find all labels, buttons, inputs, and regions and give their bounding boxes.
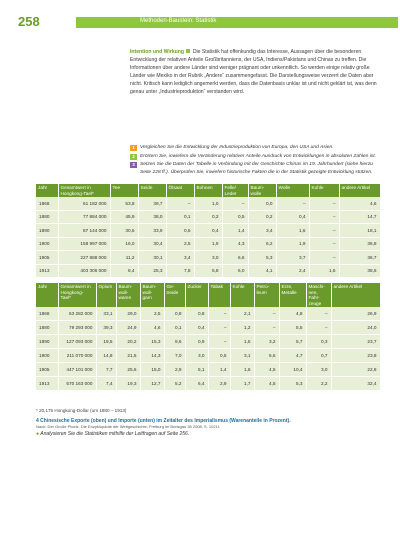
column-header: Ge-treide [164, 283, 185, 307]
table-cell: – [166, 197, 194, 210]
table-cell: 39,3 [96, 321, 116, 335]
caption-title: Chinesische Exporte (oben) und Importe (unten) im Zeitalter des Imperialismus (Warenanteile in Prozent). [40, 418, 291, 424]
table-cell: 1,4 [222, 224, 248, 238]
table-cell: 7,8 [166, 264, 194, 278]
task-item [130, 153, 380, 161]
column-header: Gesamtwert in Hongkong-Tael* [58, 184, 110, 197]
table-cell: 6,2 [248, 237, 276, 251]
table-cell: 1868 [36, 197, 58, 210]
table-cell: 24,0 [331, 321, 380, 335]
table-cell: 0,1 [166, 210, 194, 224]
table-cell: 5,3 [279, 377, 306, 391]
table-cell: 15,3 [140, 335, 164, 349]
table-cell: 32,4 [331, 377, 380, 391]
table-cell: 0,8 [185, 307, 208, 321]
table-cell: 8,4 [110, 264, 138, 278]
column-header: Gesamtwert in Hongkong-Tael* [58, 283, 96, 307]
table-cell: 4,1 [248, 264, 276, 278]
table-cell: 23,8 [331, 349, 380, 363]
table-cell: – [306, 321, 331, 335]
task-number-badge: 2 [130, 154, 137, 160]
caption-source: Nach: Der Große Ploetz. Die Enzyklopädie der Weltgeschichte, Freiburg im Breisgau 35 2008, S. 1021f. [36, 424, 221, 430]
table-cell: 1905 [36, 363, 58, 377]
table-cell: 0,0 [248, 197, 276, 210]
table-cell: – [276, 197, 309, 210]
column-header: Wolle [276, 184, 309, 197]
table-cell: 61 182 000 [58, 197, 110, 210]
table-cell: 211 070 000 [58, 349, 96, 363]
table-header-row [36, 184, 380, 197]
table-cell: 1,6 [230, 335, 254, 349]
table-cell: 63 282 000 [58, 307, 96, 321]
table-cell: 0,5 [222, 210, 248, 224]
table-cell: – [208, 307, 230, 321]
task-list [130, 144, 380, 177]
table-row [36, 363, 380, 377]
table-cell: 3,4 [166, 251, 194, 265]
task-item [130, 161, 380, 176]
table-cell: 36,7 [339, 251, 380, 265]
task-number-badge: 3 [130, 162, 137, 168]
table-row [36, 237, 380, 251]
table-cell: 0,2 [248, 210, 276, 224]
table-cell: – [208, 335, 230, 349]
column-header: Ölsaat [166, 184, 194, 197]
table-cell: 38,6 [339, 264, 380, 278]
table-cell: 2,9 [164, 363, 185, 377]
table-cell: 2,4 [276, 264, 309, 278]
table-cell: 0,7 [306, 349, 331, 363]
table-footnote: * 20,175 Hongkong-Dollar (um 1880 – 1913) [36, 408, 127, 413]
column-header: Jahr [36, 283, 58, 307]
table-row [36, 377, 380, 391]
table-cell: 14,3 [140, 349, 164, 363]
table-cell: 0,8 [164, 307, 185, 321]
table-cell: 39,7 [138, 197, 166, 210]
table-cell: 36,8 [339, 237, 380, 251]
table-cell: 33,9 [138, 224, 166, 238]
table-cell: 1868 [36, 307, 58, 321]
table-cell: 1900 [36, 349, 58, 363]
table-cell: 53,8 [110, 197, 138, 210]
column-header: Maschi-nen, Fahr-zeuge [306, 283, 331, 307]
table-cell: 16,0 [110, 237, 138, 251]
table-row [36, 197, 380, 210]
table-row [36, 307, 380, 321]
intro-text: Die Statistik hat offenkundig das Interesse, Aussagen über die besonderen Entwicklung der relativen Anteile Großbritanniens, der USA, Indiens/Pakistans und Chinas zu treffen. Die Informationen über andere Länder sind weniger prägnant oder unkenntlich. So werden einige relativ große Länder wie Mexiko in der Rubrik „Andere“ zusammengefasst. Die Darstellungsweise verzerrt die Daten aber nicht. Kritisch kann lediglich angemerkt werden, dass die Datenbasis unklar ist und nicht geklärt ist, was denn genau unter „Industrieproduktion“ verstanden wird. [130, 49, 377, 96]
table-cell: 4,5 [254, 377, 279, 391]
table-cell: 4,7 [279, 349, 306, 363]
table-cell: 158 997 000 [58, 237, 110, 251]
table-cell: 7,0 [164, 349, 185, 363]
table-cell: 2,5 [166, 237, 194, 251]
table-cell: 79 293 000 [58, 321, 96, 335]
column-header: Baum-woll-garn [140, 283, 164, 307]
table-cell: 1,2 [230, 321, 254, 335]
table-cell: 6,6 [222, 251, 248, 265]
table-cell: 45,9 [110, 210, 138, 224]
table-cell: 19,3 [116, 377, 140, 391]
table-cell: – [309, 197, 339, 210]
column-header: Tabak [208, 283, 230, 307]
table-cell: 1,0 [194, 197, 222, 210]
table-cell: 4,5 [254, 363, 279, 377]
header-bar [76, 17, 398, 28]
column-header: Erze, Metalle [279, 283, 306, 307]
table-cell: 0,4 [194, 224, 222, 238]
table-cell: 29,0 [116, 307, 140, 321]
table-cell: 30,1 [138, 251, 166, 265]
table-cell: 403 306 000 [58, 264, 110, 278]
table-cell: 11,2 [110, 251, 138, 265]
table-cell: 30,4 [138, 237, 166, 251]
table-cell: 0,2 [194, 210, 222, 224]
column-header: andere Artikel [339, 184, 380, 197]
table-cell: 3,1 [230, 349, 254, 363]
table-cell: 3,0 [194, 251, 222, 265]
table-cell: 3,0 [306, 363, 331, 377]
table-cell: 6,0 [222, 264, 248, 278]
table-cell: 1900 [36, 237, 58, 251]
column-header: Felle/ Leder [222, 184, 248, 197]
table-cell: 1,6 [276, 224, 309, 238]
table-cell: 22,8 [331, 363, 380, 377]
table-cell: 4,3 [222, 237, 248, 251]
table-cell: 0,4 [276, 210, 309, 224]
table-cell: 2,1 [230, 307, 254, 321]
table-cell: – [254, 321, 279, 335]
table-cell: 5,3 [248, 251, 276, 265]
figure-caption [36, 418, 376, 437]
table-cell: – [222, 197, 248, 210]
table-cell: 5,8 [194, 264, 222, 278]
table-cell: – [309, 251, 339, 265]
table-cell: 1,9 [276, 237, 309, 251]
table-cell: 38,0 [138, 210, 166, 224]
intro-label: Intention und Wirkung [130, 49, 184, 55]
table-row [36, 224, 380, 238]
table-cell: 2,9 [208, 377, 230, 391]
square-icon [186, 49, 190, 53]
table-cell: 570 163 000 [58, 377, 96, 391]
table-cell: 7,7 [96, 363, 116, 377]
imports-table [36, 283, 381, 391]
table-cell: 20,2 [116, 335, 140, 349]
table-cell: 1890 [36, 224, 58, 238]
table-cell: 14,7 [339, 210, 380, 224]
table-cell: 25,3 [138, 264, 166, 278]
table-row [36, 210, 380, 224]
table-cell: 0,3 [306, 335, 331, 349]
table-cell: 19,5 [96, 335, 116, 349]
column-header: andere Artikel [331, 283, 380, 307]
table-cell: 23,7 [331, 335, 380, 349]
page-number: 258 [18, 14, 40, 29]
table-cell: 14,8 [96, 349, 116, 363]
table-cell: 3,7 [276, 251, 309, 265]
table-cell: 1880 [36, 210, 58, 224]
table-cell: 4,6 [339, 197, 380, 210]
intro-paragraph [130, 48, 380, 97]
bullet-icon: ● [36, 430, 40, 437]
table-cell: 0,9 [185, 335, 208, 349]
table-cell: 30,6 [110, 224, 138, 238]
table-cell: 1905 [36, 251, 58, 265]
table-cell: 1,7 [230, 377, 254, 391]
table-cell: 0,1 [164, 321, 185, 335]
column-header: Bohnen [194, 184, 222, 197]
table-row [36, 335, 380, 349]
task-text: Vergleichen Sie die Entwicklung der Industrieproduktion von Europa, den USA und Asien. [140, 145, 334, 150]
task-number-badge: 1 [130, 145, 137, 151]
column-header: Zucker [185, 283, 208, 307]
caption-number: 4 [36, 418, 39, 424]
table-cell: 10,4 [279, 363, 306, 377]
table-cell: 0,4 [185, 321, 208, 335]
column-header: Jahr [36, 184, 58, 197]
table-cell: 6,6 [254, 349, 279, 363]
table-cell: 25,6 [116, 363, 140, 377]
table-cell: 447 101 000 [58, 363, 96, 377]
table-cell: 4,6 [140, 321, 164, 335]
caption-task: Analysieren Sie die Statistiken mithilfe der Leitfragen auf Seite 256. [40, 430, 190, 437]
column-header: Tee [110, 184, 138, 197]
table-cell: – [306, 307, 331, 321]
table-header-row [36, 283, 380, 307]
table-row [36, 264, 380, 278]
table-cell: 1913 [36, 377, 58, 391]
table-cell: 1913 [36, 264, 58, 278]
table-cell: 4,8 [279, 307, 306, 321]
table-cell: 6,4 [185, 377, 208, 391]
table-cell: 9,6 [164, 335, 185, 349]
task-text: Setzen Sie die Daten der Tabelle in Verbindung mit der Geschichte Chinas im 19. Jahrhundert (siehe hierzu Seite 228 ff.). Überprüfen Sie, inwiefern historische Fakten die in der Statistik gezeigte Entwicklung stützen. [140, 162, 373, 175]
table-cell: – [309, 210, 339, 224]
table-cell: 24,9 [116, 321, 140, 335]
table-cell: 33,1 [96, 307, 116, 321]
page-header [0, 0, 400, 32]
task-text: Erörtern Sie, inwiefern die Veränderung relativer Anteile Ausdruck von Entwicklungen in absoluten Zahlen ist. [140, 153, 376, 159]
table-cell: 87 144 000 [58, 224, 110, 238]
task-item [130, 144, 380, 152]
column-header: Petro-leum [254, 283, 279, 307]
table-row [36, 321, 380, 335]
table-cell: 26,9 [331, 307, 380, 321]
table-cell: 7,4 [96, 377, 116, 391]
table-cell: 0,5 [208, 349, 230, 363]
table-cell: – [309, 237, 339, 251]
column-header: Kohle [230, 283, 254, 307]
table-cell: – [208, 321, 230, 335]
table-cell: 5,7 [279, 335, 306, 349]
table-cell: 5,1 [185, 363, 208, 377]
table-cell: 1,6 [230, 363, 254, 377]
table-cell: 227 888 000 [58, 251, 110, 265]
column-header: Opium [96, 283, 116, 307]
table-cell: 5,2 [164, 377, 185, 391]
exports-table [36, 184, 381, 278]
table-cell: 18,1 [339, 224, 380, 238]
table-cell: – [254, 307, 279, 321]
table-cell: 0,6 [166, 224, 194, 238]
table-cell: – [309, 224, 339, 238]
table-cell: 2,5 [140, 307, 164, 321]
table-cell: 3,2 [254, 335, 279, 349]
table-cell: 1,9 [194, 237, 222, 251]
column-header: Seide [138, 184, 166, 197]
table-cell: 3,0 [185, 349, 208, 363]
table-cell: 15,0 [140, 363, 164, 377]
table-cell: 1890 [36, 335, 58, 349]
table-cell: 2,2 [306, 377, 331, 391]
column-header: Kohle [309, 184, 339, 197]
table-cell: 1,4 [208, 363, 230, 377]
header-title: Methoden-Baustein: Statistik [140, 18, 217, 24]
table-cell: 5,5 [279, 321, 306, 335]
table-cell: 1,6 [309, 264, 339, 278]
table-cell: 127 093 000 [58, 335, 96, 349]
table-cell: 3,4 [248, 224, 276, 238]
table-cell: 21,5 [116, 349, 140, 363]
table-row [36, 251, 380, 265]
table-cell: 1880 [36, 321, 58, 335]
column-header: Baum-woll-waren [116, 283, 140, 307]
table-cell: 77 884 000 [58, 210, 110, 224]
table-row [36, 349, 380, 363]
column-header: Baum-wolle [248, 184, 276, 197]
table-cell: 12,7 [140, 377, 164, 391]
